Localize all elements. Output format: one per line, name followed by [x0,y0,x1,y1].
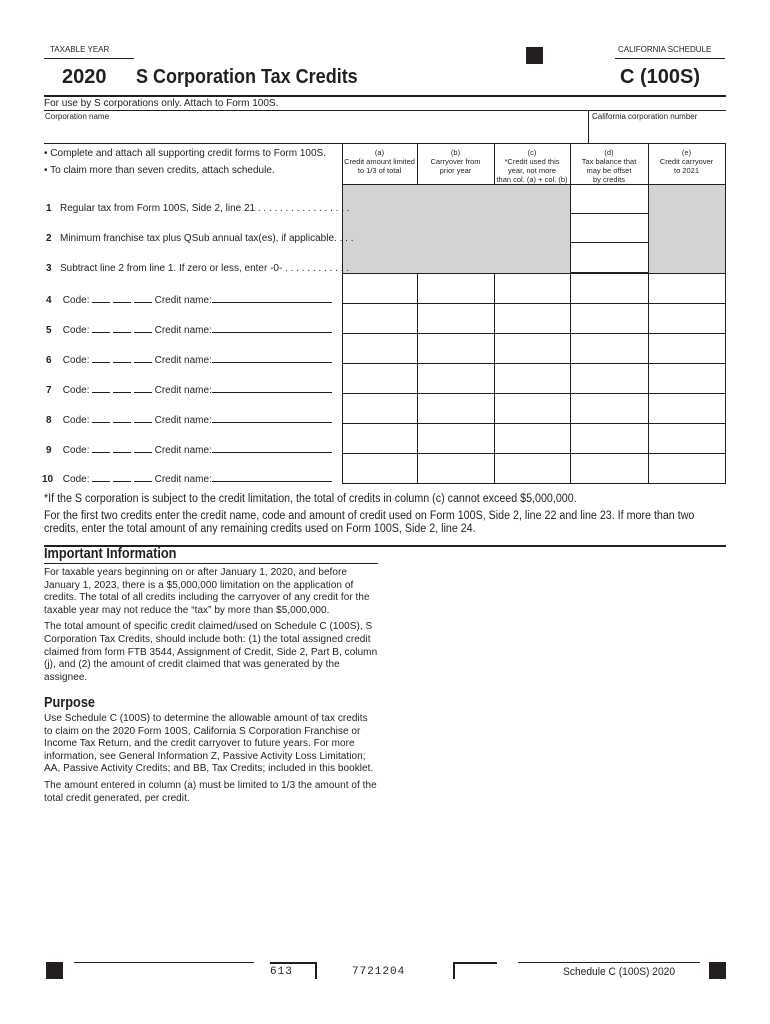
credit-name-input[interactable] [212,383,332,393]
purpose-heading: Purpose [44,694,96,711]
column-e-header: (e) Credit carryover to 2021 [659,148,714,175]
code-input[interactable] [113,383,131,393]
credit-name-input[interactable] [212,353,332,363]
footer-rule-left [74,962,254,963]
california-schedule-label: CALIFORNIA SCHEDULE [618,45,712,54]
purpose-paragraph-1: Use Schedule C (100S) to determine the allowable amount of tax credits to claim on the 2020 Form 100S, California S Corporation Franchise or Income Tax Return, and the credit carryover to future years. For more information, see General Information Z, Passive Activity Loss Limitation; AA, Passive Activity Credits; and BB, Tax Credits; included in this booklet. [44,713,374,775]
line-2: 2 Minimum franchise tax plus QSub annual tax(es), if applicable. . . . [46,233,354,244]
code-input[interactable] [134,353,152,363]
code-input[interactable] [92,443,110,453]
code-input[interactable] [134,472,152,482]
title-rule [44,95,726,97]
code-input[interactable] [134,443,152,453]
code-input[interactable] [134,323,152,333]
credit-line-7: 7 Code: Credit name: [46,383,332,396]
important-paragraph-2: The total amount of specific credit claimed/used on Schedule C (100S), S Corporation Tax Credits, should include both: (1) the total assigned credit claimed from form FTB 3544, Assignment of Credit, Side 2, Part B, column (j), and (2) the amount of credit claimed that was generated by the assignee. [44,621,378,683]
credit-line-5: 5 Code: Credit name: [46,323,332,336]
code-input[interactable] [113,443,131,453]
registration-mark-bottom-right [709,962,726,979]
taxable-year-label: TAXABLE YEAR [50,45,110,54]
important-paragraph-1: For taxable years beginning on or after January 1, 2020, and before January 1, 2023, there is a $5,000,000 limitation on the application of credits. The total of all credits including the carryover of any credit for the taxable year may not reduce the “tax” by more than $5,000,000. [44,567,370,616]
header-rule-left [44,58,134,59]
line-1-column-d-input[interactable] [570,184,649,214]
code-input[interactable] [134,293,152,303]
barcode-number: 7721204 [352,966,406,978]
bullet-1: • Complete and attach all supporting credit forms to Form 100S. [44,148,326,159]
shaded-abc-lines-1-3 [343,185,570,273]
header-rule-right [615,58,725,59]
row-line-10-bottom [342,483,726,484]
bullet-2: • To claim more than seven credits, attach schedule. [44,165,275,176]
col-e-right [725,143,726,483]
corporation-number-input[interactable] [590,120,725,142]
registration-mark-bottom-left [46,962,63,979]
purpose-body [44,713,378,809]
column-a-header: (a) Credit amount limited to 1/3 of total [344,148,415,175]
code-input[interactable] [134,413,152,423]
column-b-header: (b) Carryover from prior year [430,148,481,175]
footer-bracket-side [453,962,455,979]
form-title: S Corporation Tax Credits [136,66,358,88]
code-input[interactable] [92,323,110,333]
credit-name-input[interactable] [212,293,332,303]
name-divider [588,110,589,143]
code-input[interactable] [92,353,110,363]
row-line-8-bottom [342,423,726,424]
credit-name-input[interactable] [212,443,332,453]
column-c-header: (c) *Credit used this year, not more than col. (a) + col. (b) [496,148,568,184]
form-number-bracket [315,962,317,979]
line-3: 3 Subtract line 2 from line 1. If zero or less, enter -0- . . . . . . . . . . . . [46,263,349,274]
form-number-rule [270,962,316,964]
footer-rule-right [518,962,700,963]
important-information-heading: Important Information [44,545,177,562]
code-input[interactable] [113,413,131,423]
shaded-e-lines-1-3 [649,185,725,273]
important-rule [44,563,378,564]
row-line-4-bottom [342,303,726,304]
name-row-bottom [44,143,726,144]
code-input[interactable] [113,293,131,303]
code-input[interactable] [92,413,110,423]
corporation-number-label: California corporation number [592,112,698,121]
schedule-footer-label: Schedule C (100S) 2020 [563,966,676,978]
row-line-5-bottom [342,333,726,334]
credit-line-6: 6 Code: Credit name: [46,353,332,366]
instruction-text: For use by S corporations only. Attach to Form 100S. [44,98,279,109]
row-line-9-bottom [342,453,726,454]
registration-mark-top [526,47,543,64]
important-information-body [44,567,378,688]
first-two-credits-note: For the first two credits enter the credit name, code and amount of credit used on Form 100S, Side 2, line 22 and line 23. If more than two credits, enter the total amount of any remaining credits used on Form 100S, Side 2, line 24. [44,510,695,535]
line-1: 1 Regular tax from Form 100S, Side 2, line 21 . . . . . . . . . . . . . . . . . [46,203,350,214]
credit-line-9: 9 Code: Credit name: [46,443,332,456]
code-input[interactable] [113,323,131,333]
code-input[interactable] [113,472,131,482]
column-d-header: (d) Tax balance that may be offset by credits [581,148,637,184]
row-line-7-bottom [342,393,726,394]
line-2-column-d-input[interactable] [570,213,649,243]
footer-bracket-top [453,962,497,964]
code-input[interactable] [92,293,110,303]
row-line-3-bottom [342,273,726,274]
credit-line-10: 10 Code: Credit name: [42,472,332,485]
credit-name-input[interactable] [212,323,332,333]
credit-line-8: 8 Code: Credit name: [46,413,332,426]
purpose-paragraph-2: The amount entered in column (a) must be limited to 1/3 the amount of the total credit generated, per credit. [44,779,377,804]
credit-name-input[interactable] [212,472,332,482]
footnote: *If the S corporation is subject to the credit limitation, the total of credits in column (c) cannot exceed $5,000,000. [44,493,577,505]
corporation-name-label: Corporation name [45,112,110,121]
code-input[interactable] [92,383,110,393]
credit-name-input[interactable] [212,413,332,423]
tax-year: 2020 [62,66,107,88]
code-input[interactable] [113,353,131,363]
credit-line-4: 4 Code: Credit name: [46,293,332,306]
code-input[interactable] [134,383,152,393]
name-row-top [44,110,726,111]
code-input[interactable] [92,472,110,482]
corporation-name-input[interactable] [44,120,586,142]
row-line-6-bottom [342,363,726,364]
form-number: 613 [270,966,293,978]
schedule-id: C (100S) [620,66,701,88]
line-3-column-d-input[interactable] [570,242,649,273]
